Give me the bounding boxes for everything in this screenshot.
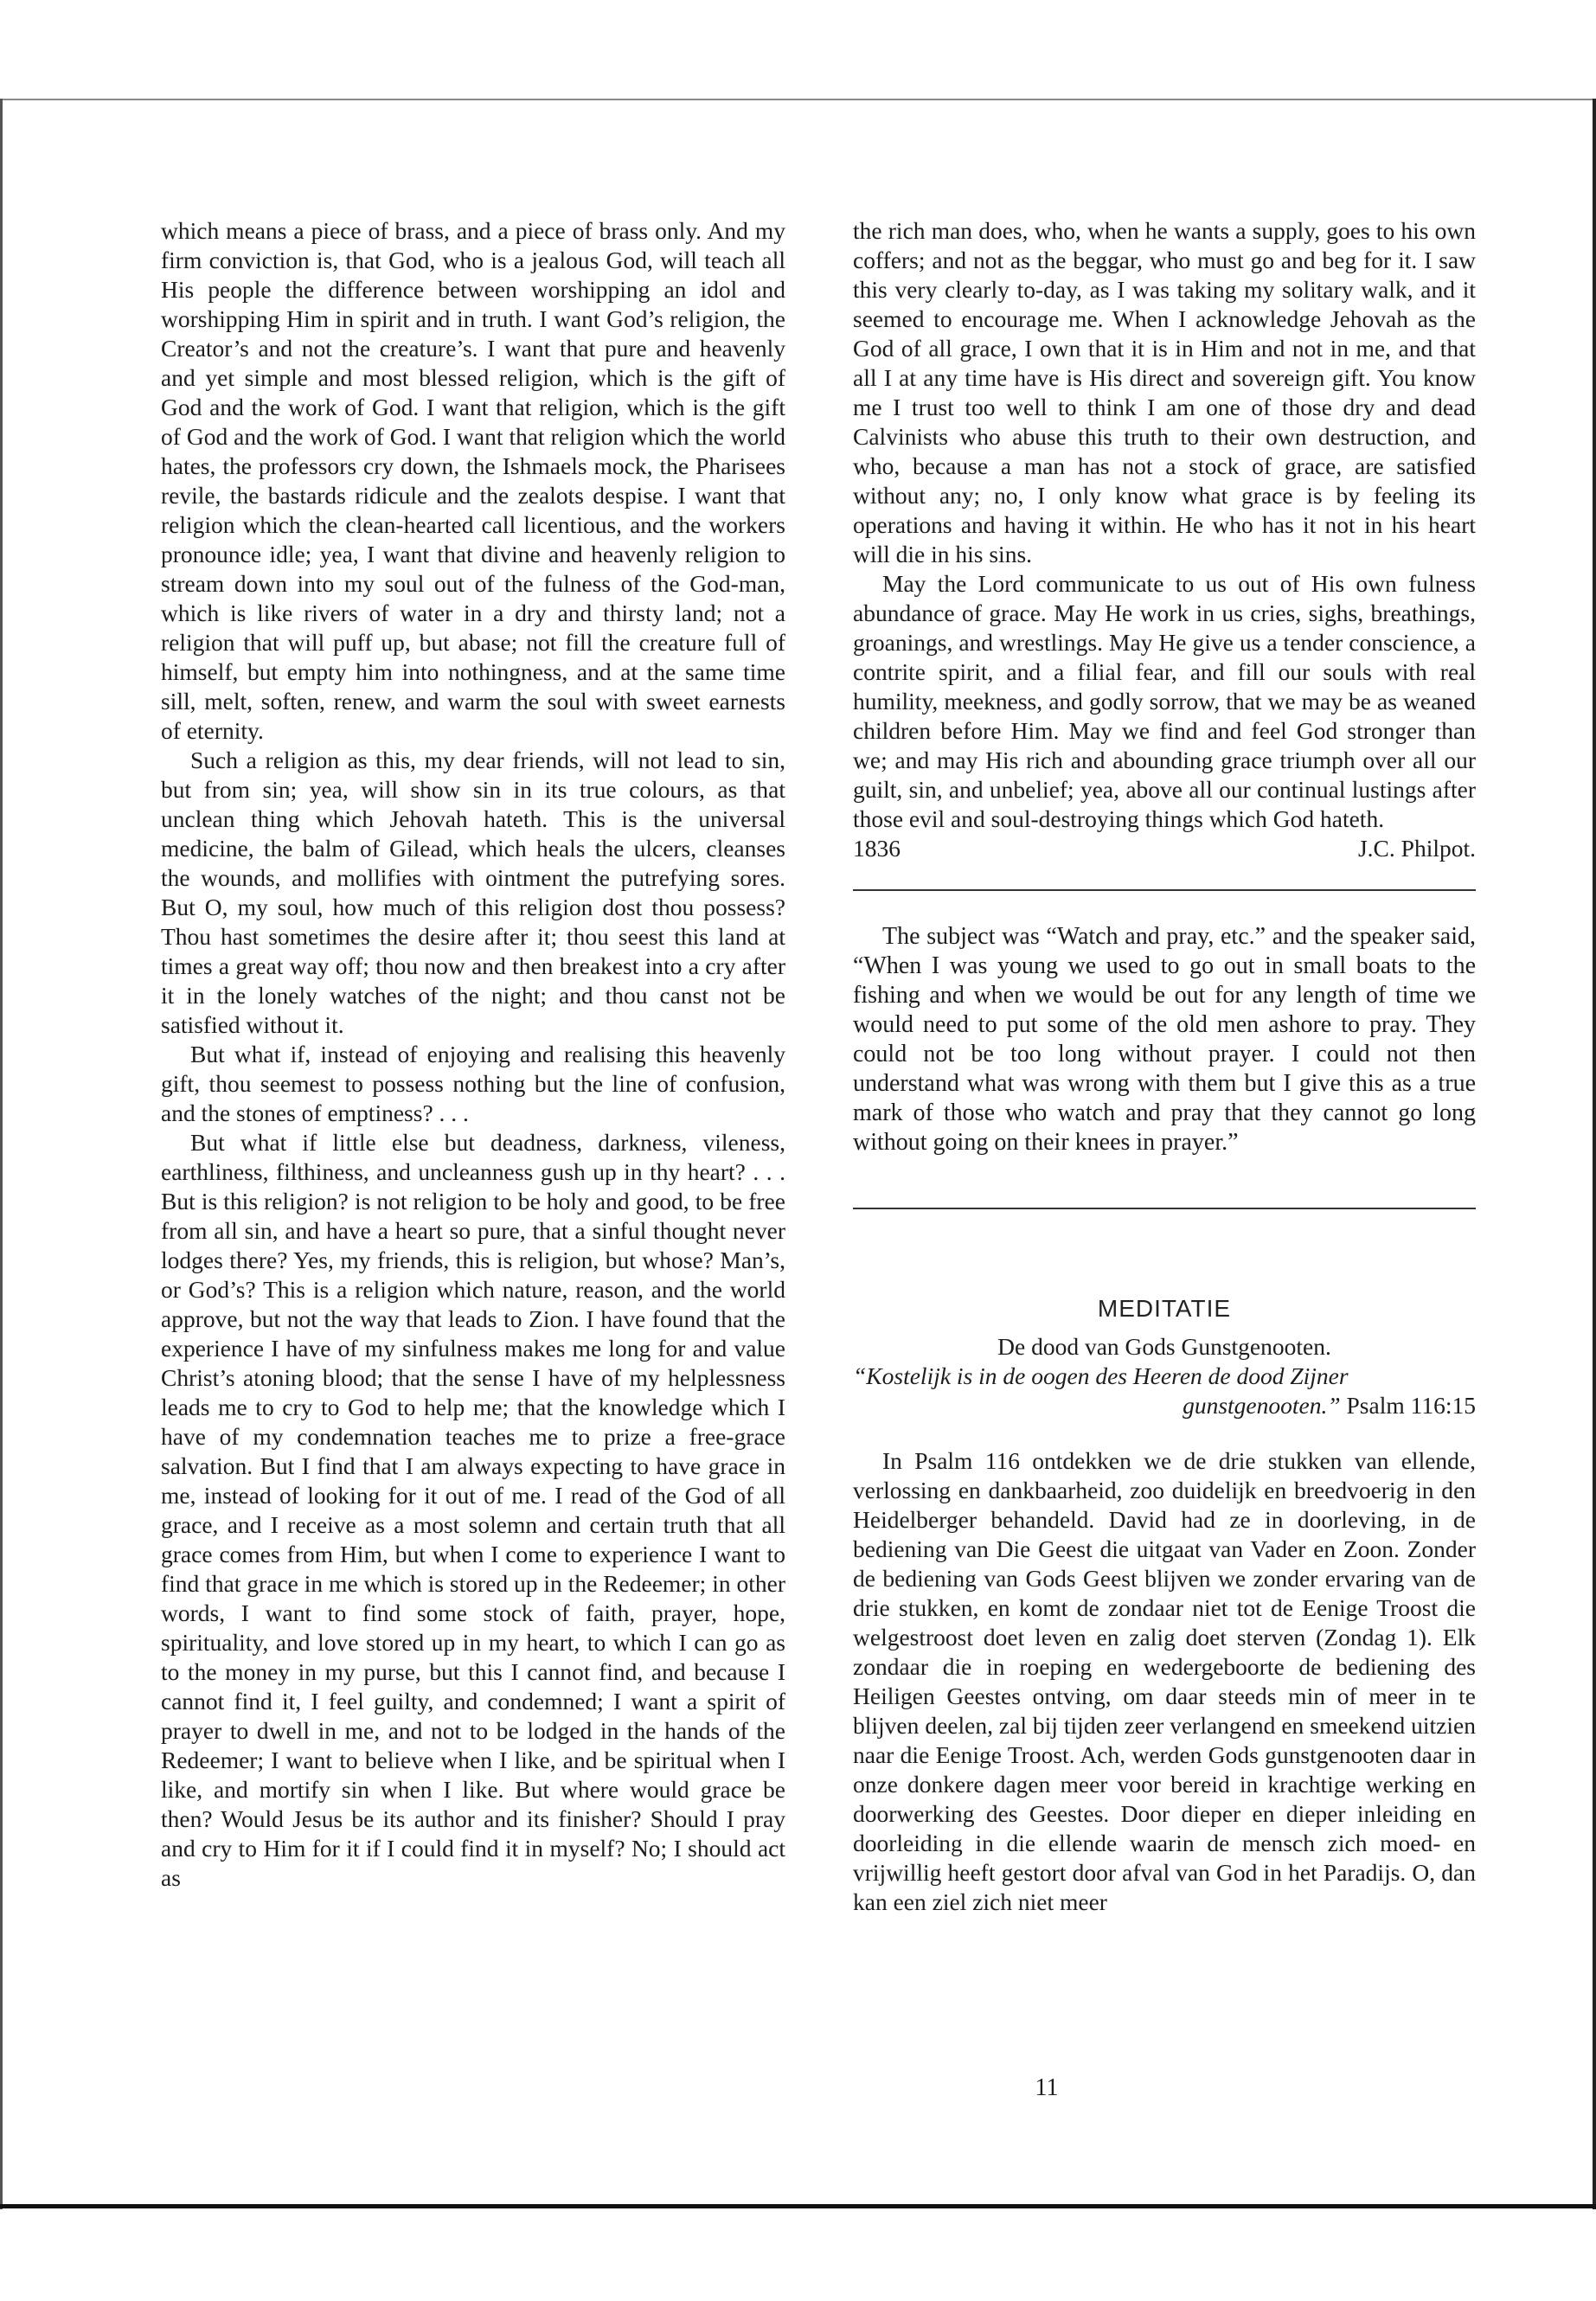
meditation-subtitle: De dood van Gods Gunstgenooten. [997,1333,1331,1360]
section-divider-2 [853,1208,1476,1209]
left-paragraph-3: But what if, instead of enjoying and realising this heavenly gift, thou seemest to possess nothing but the line of confusion, and the stones of emptiness? . . . [161,1041,785,1126]
meditation-verse-end: gunstgenooten.” [1183,1392,1341,1419]
page-number: 11 [1035,2074,1059,2101]
left-paragraph-2: Such a religion as this, my dear friends, will not lead to sin, but from sin; yea, will show sin in its true colours, as that unclean thing which Jehovah hateth. This is the universal medicine, the balm of Gilead, which heals the ulcers, cleanses the wounds, and mollifies with ointment the putrefying sores. But O, my soul, how much of this religion dost thou possess? Thou hast sometimes the desire after it; thou seest this land at times a great way off; thou now and then breakest into a cry after it in the lonely watches of the night; and thou canst not be satisfied without it. [161,747,785,1038]
page-edge-right [1593,99,1596,2209]
page-edge-top [0,99,1596,100]
section-divider-1 [853,889,1476,891]
meditation-paragraph: In Psalm 116 ontdekken we de drie stukken van ellende, verlossing en dankbaarheid, zoo duidelijk en breedvoerig in den Heidelberger behandeld. David had ze in doorleving, in de bediening van Die Geest die uitgaat van Vader en Zoon. Zonder de bediening van Gods Geest blijven we zonder ervaring van de drie stukken, en komt de zondaar niet tot de Eenige Troost die welgestroost doet leven en zalig doet sterven (Zondag 1). Elk zondaar die in roeping en wedergeboorte de bediening des Heiligen Geestes ontving, om daar steeds min of meer in te blijven deelen, zal bij tijden zeer verlangend en smeekend uitzien naar die Eenige Troost. Ach, werden Gods gunstgenooten daar in onze donkere dagen meer voor bereid in krachtige werking en doorwerking des Geestes. Door dieper en dieper inleiding en doorleiding in die ellende waarin de mensch zich moed- en vrijwillig heeft gestort door afval van God in het Paradijs. O, dan kan een ziel zich niet meer [853,1447,1476,1915]
prayer-anecdote [853,922,1476,1157]
right-paragraph-1: the rich man does, who, when he wants a supply, goes to his own coffers; and not as the beggar, who must go and beg for it. I saw this very clearly to-day, as I was taking my solitary walk, and it seemed to encourage me. When I acknowledge Jehovah as the God of all grace, I own that it is in Him and not in me, and that all I at any time have is His direct and sovereign gift. You know me I trust too well to think I am one of those dry and dead Calvinists who abuse this truth to their own destruction, and who, because a man has not a stock of grace, are satisfied without any; no, I only know what grace is by feeling its operations and having it within. He who has it not in his heart will die in his sins. [853,217,1476,567]
left-paragraph-1: which means a piece of brass, and a piece of brass only. And my firm conviction is, that God, who is a jealous God, will teach all His people the difference between worshipping an idol and worshipping Him in spirit and in truth. I want God’s religion, the Creator’s and not the creature’s. I want that pure and heavenly and yet simple and most blessed religion, which is the gift of God and the work of God. I want that religion, which is the gift of God and the work of God. I want that religion which the world hates, the professors cry down, the Ishmaels mock, the Pharisees revile, the bastards ridicule and the zealots despise. I want that religion which the clean-hearted call licentious, and the workers pronounce idle; yea, I want that divine and heavenly religion to stream down into my soul out of the fulness of the God-man, which is like rivers of water in a dry and thirsty land; not a religion that will puff up, but abase; not fill the creature full of himself, but empty him into nothingness, and at the same time sill, melt, soften, renew, and warm the soul with sweet earnests of eternity. [161,217,785,744]
meditation-title: MEDITATIE [1097,1295,1232,1322]
anecdote-text: The subject was “Watch and pray, etc.” and the speaker said, “When I was young we used to go out in small boats to the fishing and when we would be out for any length of time we would need to put some of the old men ashore to pray. They could not be too long without prayer. I could not then understand what was wrong with them but I give this as a true mark of those who watch and pray that they cannot go long without going on their knees in prayer.” [853,923,1476,1156]
signature-line [853,834,1476,863]
page-edge-left [0,99,3,2209]
meditation-verse-line-2 [853,1391,1476,1420]
right-column [853,216,1476,1917]
right-paragraph-2: May the Lord communicate to us out of His own fulness abundance of grace. May He work in us cries, sighs, breathings, groanings, and wrestlings. May He give us a tender conscience, a contrite spirit, and a filial fear, and fill our souls with real humility, meekness, and godly sorrow, that we may be as weaned children before Him. May we find and feel God stronger than we; and may His rich and abounding grace triumph over all our guilt, sin, and unbelief; yea, above all our continual lustings after those evil and soul-destroying things which God hateth. [853,570,1476,832]
left-paragraph-4: But what if little else but deadness, darkness, vileness, earthliness, filthiness, and uncleanness gush up in thy heart? . . . But is this religion? is not religion to be holy and good, to be free from all sin, and have a heart so pure, that a sinful thought never lodges there? Yes, my friends, this is religion, but whose? Man’s, or God’s? This is a religion which nature, reason, and the world approve, but not the way that leads to Zion. I have found that the experience I have of my sinfulness makes me long for and value Christ’s atoning blood; that the sense I have of my helplessness leads me to cry to God to help me; that the knowledge which I have of my condemnation teaches me to prize a free-grace salvation. But I find that I am always expecting to have grace in me, instead of looking for it out of me. I read of the God of all grace, and I receive as a most solemn and certain truth that all grace comes from Him, but when I come to experience I want to find that grace in me which is stored up in the Redeemer; in other words, I want to find some stock of faith, prayer, hope, spirituality, and love stored up in my heart, to which I can go as to the money in my purse, but this I cannot find, and because I cannot find it, I feel guilty, and condemned; I want a spirit of prayer to dwell in me, and not to be lodged in the hands of the Redeemer; I want to believe when I like, and be spiritual when I like, and mortify sin when I like. But where would grace be then? Would Jesus be its author and its finisher? Should I pray and cry to Him for it if I could find it in myself? No; I should act as [161,1129,785,1891]
meditation-body [853,1446,1476,1917]
meditation-verse-reference: Psalm 116:15 [1346,1392,1476,1419]
left-column [161,216,785,1893]
page-edge-bottom [0,2204,1596,2208]
letter-year: 1836 [853,835,901,862]
meditation-verse-line-1: “Kostelijk is in de oogen des Heeren de dood Zijner [853,1362,1349,1389]
letter-author: J.C. Philpot. [1357,835,1476,862]
